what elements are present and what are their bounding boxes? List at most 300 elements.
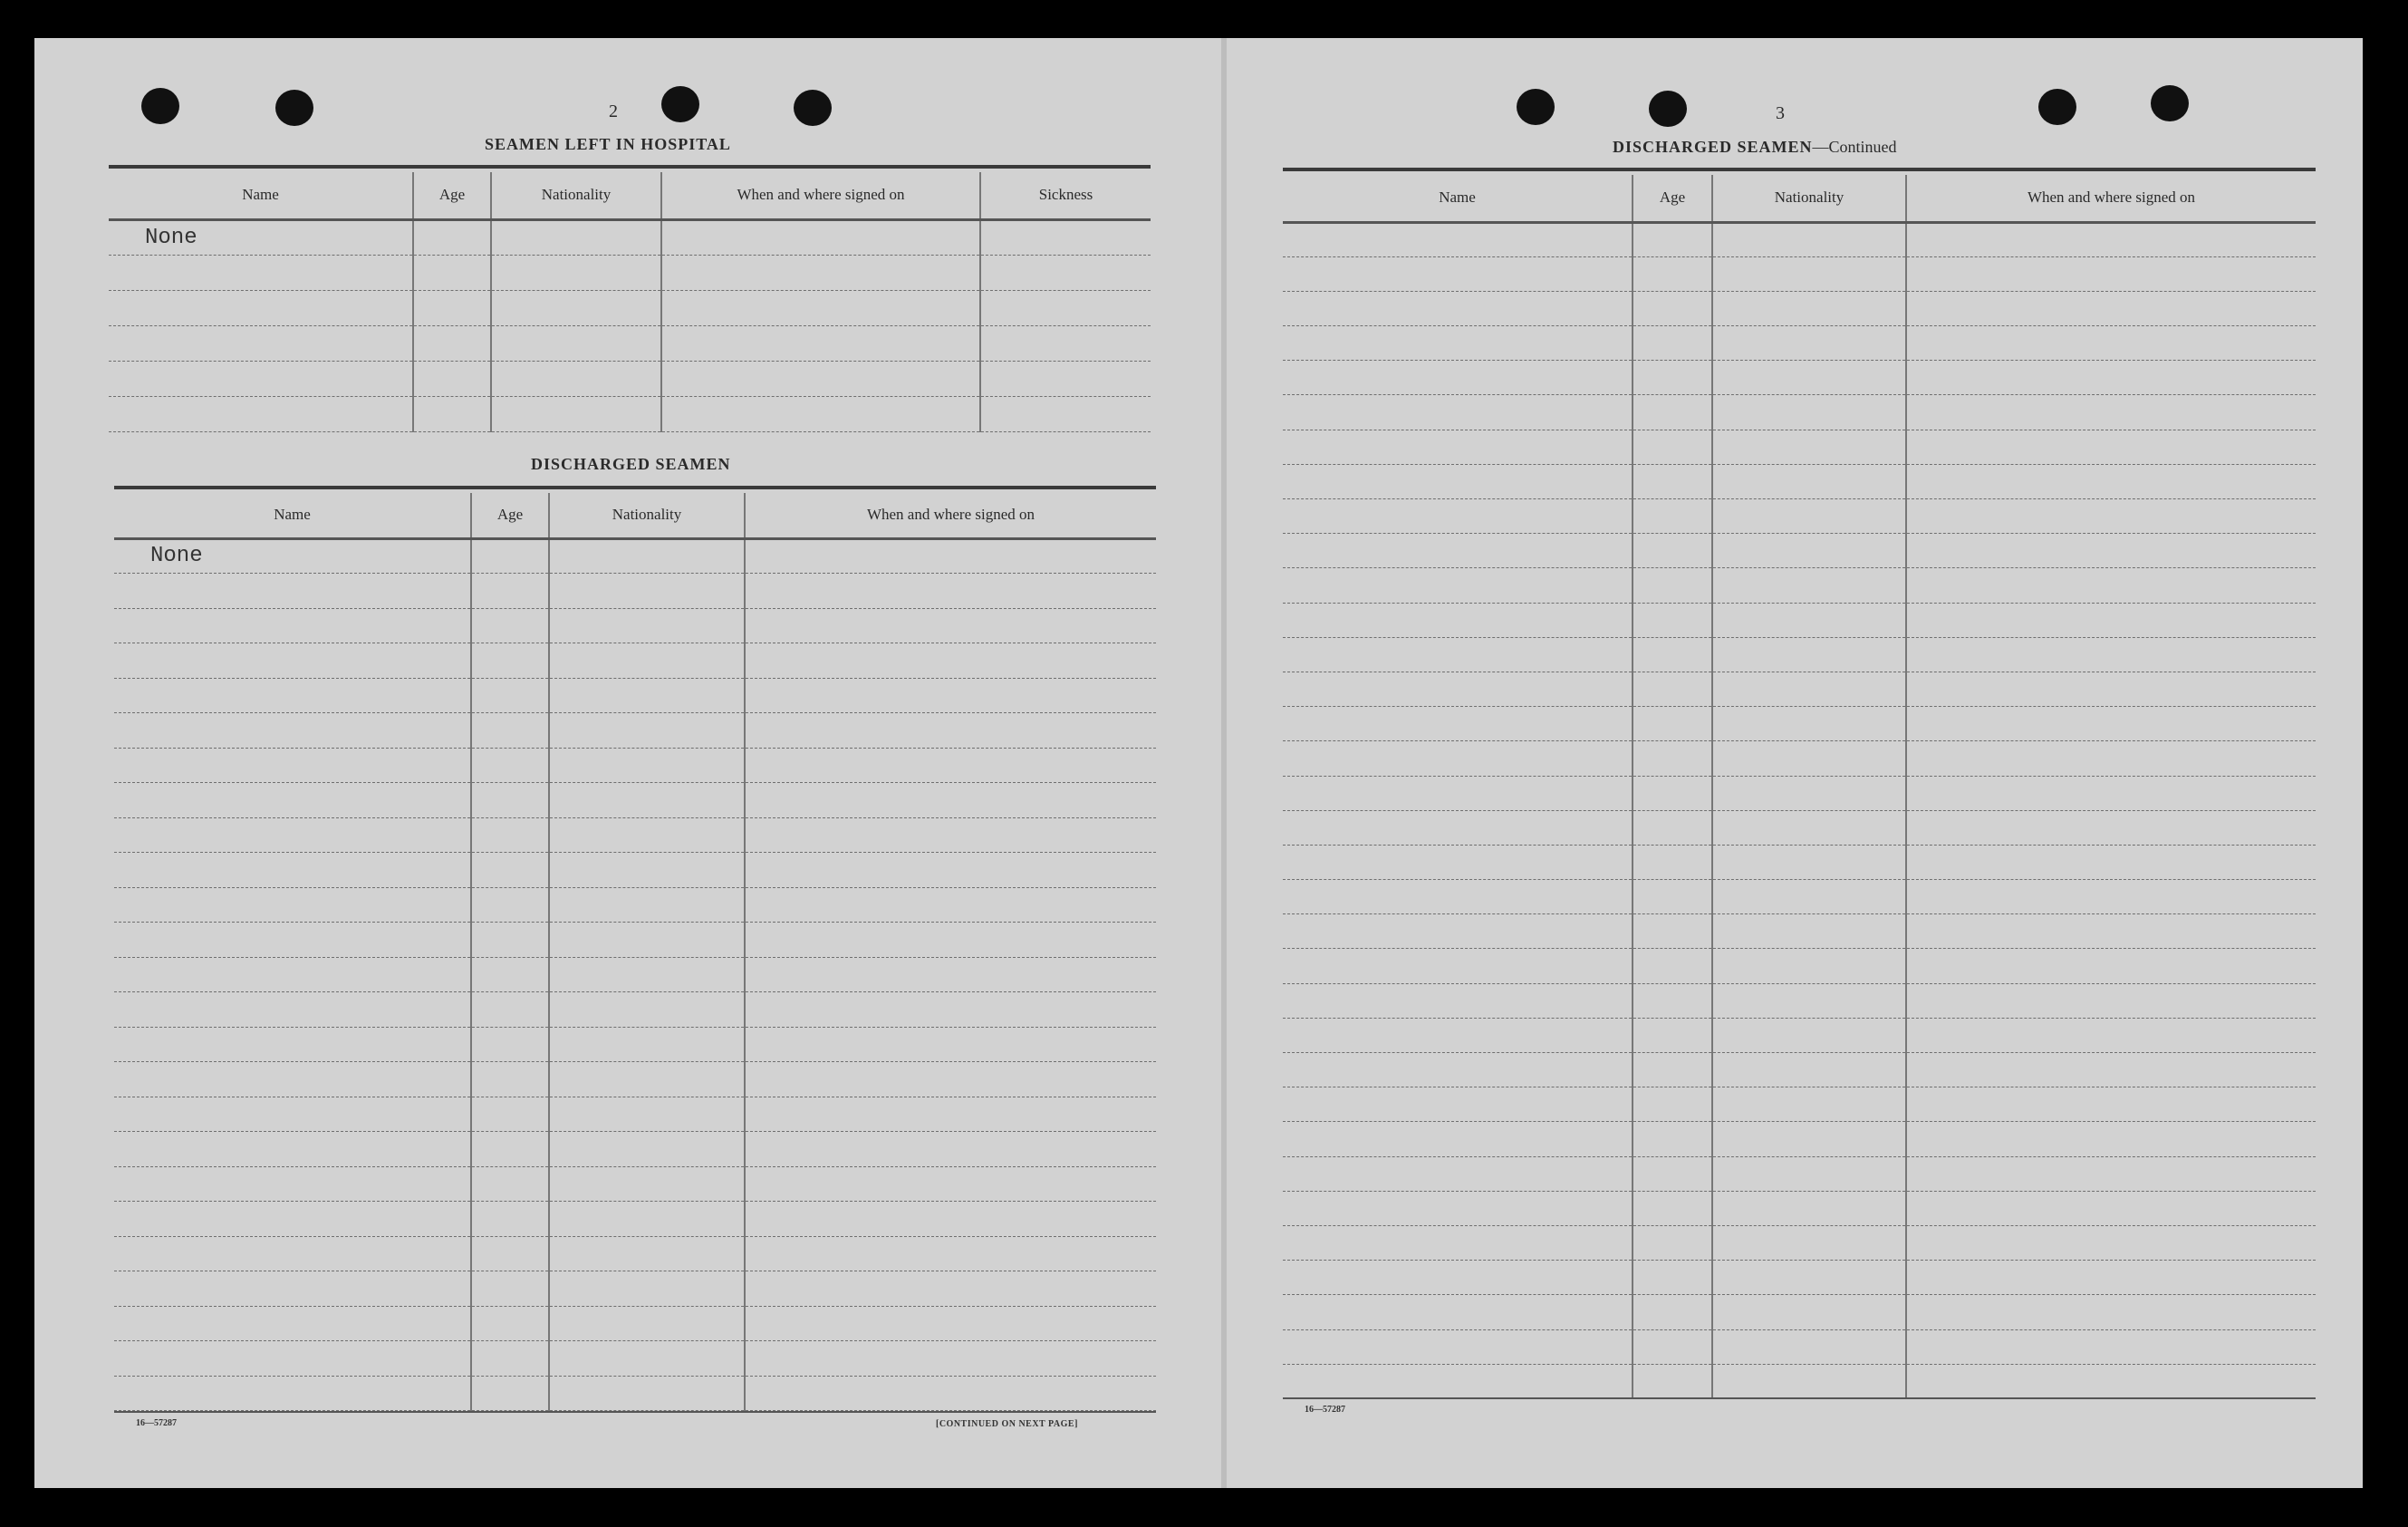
table-row [1283,1156,2316,1191]
table-row [1283,222,2316,256]
table-cell [745,574,1156,609]
column-header: Nationality [1712,175,1906,222]
table-row [109,396,1151,431]
column-header: Age [413,172,491,219]
table-row [1283,914,2316,949]
table-cell [1633,741,1712,776]
table-cell [549,1341,745,1377]
table-cell [1712,1329,1906,1364]
table-cell [1712,499,1906,534]
table-cell [1283,534,1633,568]
column-header: Nationality [491,172,661,219]
table-row [1283,1018,2316,1052]
table-cell [1906,1261,2316,1295]
table-row [1283,1364,2316,1398]
section-rule [114,486,1156,489]
table-cell [1633,1191,1712,1225]
table-row [114,1376,1156,1411]
table-cell [1712,326,1906,361]
table-cell [491,255,661,290]
table-cell [1712,1087,1906,1122]
table-cell [471,817,549,853]
table-cell [1906,672,2316,706]
table-cell [1283,637,1633,672]
table-row [1283,256,2316,291]
column-header: Name [109,172,413,219]
page-number: 3 [1776,103,1785,123]
continued-section-title [1613,138,1897,157]
table-row [114,1306,1156,1341]
table-row [114,1097,1156,1132]
table-cell [1712,845,1906,879]
table-cell [1633,464,1712,498]
table-cell [114,1027,471,1062]
table-cell [1906,534,2316,568]
table-cell [661,255,980,290]
table-cell [1633,949,1712,983]
table-cell [471,608,549,643]
table-cell [1712,1053,1906,1087]
table-cell [549,538,745,574]
table-cell [1283,983,1633,1018]
table-row [1283,430,2316,464]
table-cell [114,1097,471,1132]
table-cell [1633,326,1712,361]
column-header: When and where signed on [1906,175,2316,222]
table-cell [549,713,745,749]
punch-hole [2038,89,2076,125]
table-cell [980,361,1151,396]
table-cell [1712,291,1906,325]
table-cell [1283,1261,1633,1295]
table-cell [114,853,471,888]
table-row [114,1341,1156,1377]
table-cell [745,1236,1156,1271]
table-cell [1633,291,1712,325]
table-row [1283,534,2316,568]
table-cell [1906,914,2316,949]
table-row [1283,810,2316,845]
table-cell [549,1166,745,1202]
table-cell [413,325,491,361]
table-row [114,1202,1156,1237]
table-cell [1906,291,2316,325]
table-cell [549,1236,745,1271]
table-cell [1712,464,1906,498]
table-row [109,219,1151,255]
table-row [114,957,1156,992]
table-cell [1633,1364,1712,1398]
table-cell [471,992,549,1028]
continued-table [1283,175,2316,1399]
table-row [1283,1191,2316,1225]
table-cell [413,396,491,431]
table-cell [471,538,549,574]
table-cell [413,219,491,255]
table-cell [1283,845,1633,879]
table-cell [1633,395,1712,430]
table-cell [1633,1018,1712,1052]
table-cell [745,1271,1156,1307]
table-cell [745,957,1156,992]
table-cell [1283,291,1633,325]
table-row [1283,707,2316,741]
table-cell [491,361,661,396]
table-cell [1283,1225,1633,1260]
table-cell [1712,810,1906,845]
table-cell [1906,603,2316,637]
table-cell [1633,361,1712,395]
table-cell [745,1166,1156,1202]
table-row [114,1027,1156,1062]
punch-hole [1649,91,1687,127]
table-cell [1283,672,1633,706]
table-cell [1712,430,1906,464]
table-cell [549,1097,745,1132]
table-cell [114,783,471,818]
table-cell [1712,1364,1906,1398]
table-cell [1633,914,1712,949]
table-cell [980,290,1151,325]
table-cell [1283,1087,1633,1122]
table-cell [114,678,471,713]
table-cell [114,1341,471,1377]
table-row [1283,1225,2316,1260]
table-cell [1633,568,1712,603]
table-cell [745,887,1156,923]
table-cell [1712,672,1906,706]
table-cell [491,325,661,361]
table-cell [1712,1261,1906,1295]
table-cell [745,1097,1156,1132]
table-cell [745,783,1156,818]
table-row [1283,983,2316,1018]
table-cell [1283,810,1633,845]
table-cell [471,1166,549,1202]
table-cell [1283,914,1633,949]
table-cell [1283,1364,1633,1398]
table-cell [549,992,745,1028]
table-cell [549,817,745,853]
section-rule [114,1411,1156,1413]
table-cell [1712,914,1906,949]
table-cell [1712,637,1906,672]
table-cell [1633,1329,1712,1364]
table-cell [1283,741,1633,776]
table-cell [745,1376,1156,1411]
punch-hole [2151,85,2189,121]
section-rule [1283,168,2316,171]
table-row [1283,568,2316,603]
table-row [114,574,1156,609]
column-header: Sickness [980,172,1151,219]
table-cell [114,1166,471,1202]
table-cell [745,1341,1156,1377]
table-cell [745,817,1156,853]
table-cell [1633,776,1712,810]
page-gutter [1221,38,1227,1488]
table-row [114,887,1156,923]
table-cell [549,1027,745,1062]
table-cell [980,325,1151,361]
table-cell [745,923,1156,958]
table-cell [1906,1225,2316,1260]
section-rule [1283,1397,2316,1399]
table-cell [114,1376,471,1411]
table-cell [1633,499,1712,534]
table-cell [745,1202,1156,1237]
table-cell [471,678,549,713]
table-cell [1633,810,1712,845]
table-cell [114,748,471,783]
table-cell [745,538,1156,574]
table-cell [1283,1122,1633,1156]
table-row [1283,776,2316,810]
table-cell [661,361,980,396]
table-cell [1906,845,2316,879]
table-cell [114,1236,471,1271]
table-row [114,608,1156,643]
table-cell [549,608,745,643]
table-cell [1283,1018,1633,1052]
table-row [1283,949,2316,983]
table-cell [549,1202,745,1237]
table-cell [471,1062,549,1097]
table-row [114,748,1156,783]
table-row [1283,499,2316,534]
table-cell [471,713,549,749]
table-cell [109,255,413,290]
table-cell [1712,568,1906,603]
table-cell [114,957,471,992]
table-cell [980,396,1151,431]
punch-hole [275,90,313,126]
table-cell [1906,464,2316,498]
table-cell [1283,499,1633,534]
table-cell [1283,222,1633,256]
table-cell [745,992,1156,1028]
table-row [109,361,1151,396]
table-cell [1633,603,1712,637]
table-cell [109,290,413,325]
table-row [109,255,1151,290]
column-header: Age [471,493,549,538]
table-cell [471,853,549,888]
table-cell [109,361,413,396]
table-cell [1712,1191,1906,1225]
table-cell [1712,1122,1906,1156]
table-cell [1712,395,1906,430]
table-cell [1712,983,1906,1018]
table-cell [413,255,491,290]
table-row [114,817,1156,853]
table-cell [745,1062,1156,1097]
table-cell [549,783,745,818]
table-cell [1283,1191,1633,1225]
table-cell [1906,430,2316,464]
table-cell [109,396,413,431]
table-cell [1633,534,1712,568]
table-cell [413,361,491,396]
table-cell: None [109,219,413,255]
table-cell [1633,1156,1712,1191]
table-cell [1906,637,2316,672]
table-cell [1633,1087,1712,1122]
table-row [114,853,1156,888]
table-cell [1712,1018,1906,1052]
table-cell [1712,1295,1906,1329]
table-cell [1906,1156,2316,1191]
form-number: 16—57287 [136,1418,177,1428]
table-cell [661,290,980,325]
table-cell [1283,464,1633,498]
table-cell [661,396,980,431]
table-cell [549,923,745,958]
table-cell [1906,880,2316,914]
table-cell [1906,1295,2316,1329]
table-cell [1712,776,1906,810]
table-cell [471,1271,549,1307]
table-cell [1906,1087,2316,1122]
table-row [1283,603,2316,637]
table-cell [661,325,980,361]
table-cell [471,783,549,818]
table-cell [1906,326,2316,361]
table-row [1283,1261,2316,1295]
table-cell [1633,1225,1712,1260]
table-cell [1906,499,2316,534]
table-cell [745,643,1156,679]
table-cell [114,1306,471,1341]
table-cell [1283,776,1633,810]
table-cell [471,643,549,679]
table-row [1283,637,2316,672]
table-row [1283,1329,2316,1364]
section-rule [109,165,1151,169]
table-cell [114,887,471,923]
table-cell [471,574,549,609]
table-cell [471,923,549,958]
table-cell [114,643,471,679]
table-cell [114,713,471,749]
discharged-table [114,493,1156,1411]
table-cell [1283,256,1633,291]
table-cell [1633,1261,1712,1295]
table-row [1283,672,2316,706]
hospital-table [109,172,1151,432]
table-cell [745,713,1156,749]
table-cell [1712,256,1906,291]
table-cell [1712,222,1906,256]
table-row [114,1132,1156,1167]
table-cell [1906,707,2316,741]
table-cell [1283,326,1633,361]
table-cell [1906,741,2316,776]
table-cell [114,923,471,958]
table-row [1283,1295,2316,1329]
column-header: Nationality [549,493,745,538]
table-cell [1283,707,1633,741]
table-cell [549,1132,745,1167]
table-cell [114,817,471,853]
table-cell [1633,983,1712,1018]
punch-hole [1517,89,1555,125]
table-cell [1712,534,1906,568]
table-cell [1283,949,1633,983]
table-cell [114,1271,471,1307]
table-cell [549,853,745,888]
table-cell [1283,1156,1633,1191]
table-cell [1906,810,2316,845]
table-cell [1712,1225,1906,1260]
table-cell [1906,568,2316,603]
table-cell [1906,776,2316,810]
column-header: Name [114,493,471,538]
table-row [1283,361,2316,395]
table-cell [745,1027,1156,1062]
table-cell [1283,1053,1633,1087]
table-row [114,538,1156,574]
table-cell [114,1202,471,1237]
column-header: Age [1633,175,1712,222]
table-cell [1712,707,1906,741]
table-row [114,992,1156,1028]
table-cell [1633,1053,1712,1087]
table-cell [549,1306,745,1341]
table-row [1283,845,2316,879]
table-cell [1906,1018,2316,1052]
table-cell [745,748,1156,783]
table-cell [1906,1122,2316,1156]
table-cell [1633,1122,1712,1156]
hospital-section-title: SEAMEN LEFT IN HOSPITAL [485,135,731,153]
table-cell [114,992,471,1028]
column-header: When and where signed on [661,172,980,219]
table-cell [1633,430,1712,464]
table-cell [980,255,1151,290]
table-row [1283,1053,2316,1087]
table-cell [1283,603,1633,637]
table-cell [114,1132,471,1167]
table-cell [1633,1295,1712,1329]
table-cell [114,608,471,643]
table-cell [980,219,1151,255]
table-cell [1906,1364,2316,1398]
table-cell [1633,707,1712,741]
table-cell [471,1027,549,1062]
table-row [114,1236,1156,1271]
table-row [1283,1122,2316,1156]
table-cell [1633,880,1712,914]
table-cell [549,678,745,713]
table-cell [1283,430,1633,464]
table-cell [1633,256,1712,291]
table-cell [471,748,549,783]
table-cell [471,1202,549,1237]
table-cell [471,1132,549,1167]
table-cell [1633,222,1712,256]
table-cell [1906,256,2316,291]
table-cell [1283,880,1633,914]
table-row [114,1166,1156,1202]
table-cell [1712,949,1906,983]
table-cell [1906,361,2316,395]
table-cell [1906,395,2316,430]
table-cell [1283,361,1633,395]
table-cell [745,1306,1156,1341]
table-cell [471,1306,549,1341]
table-cell [109,325,413,361]
